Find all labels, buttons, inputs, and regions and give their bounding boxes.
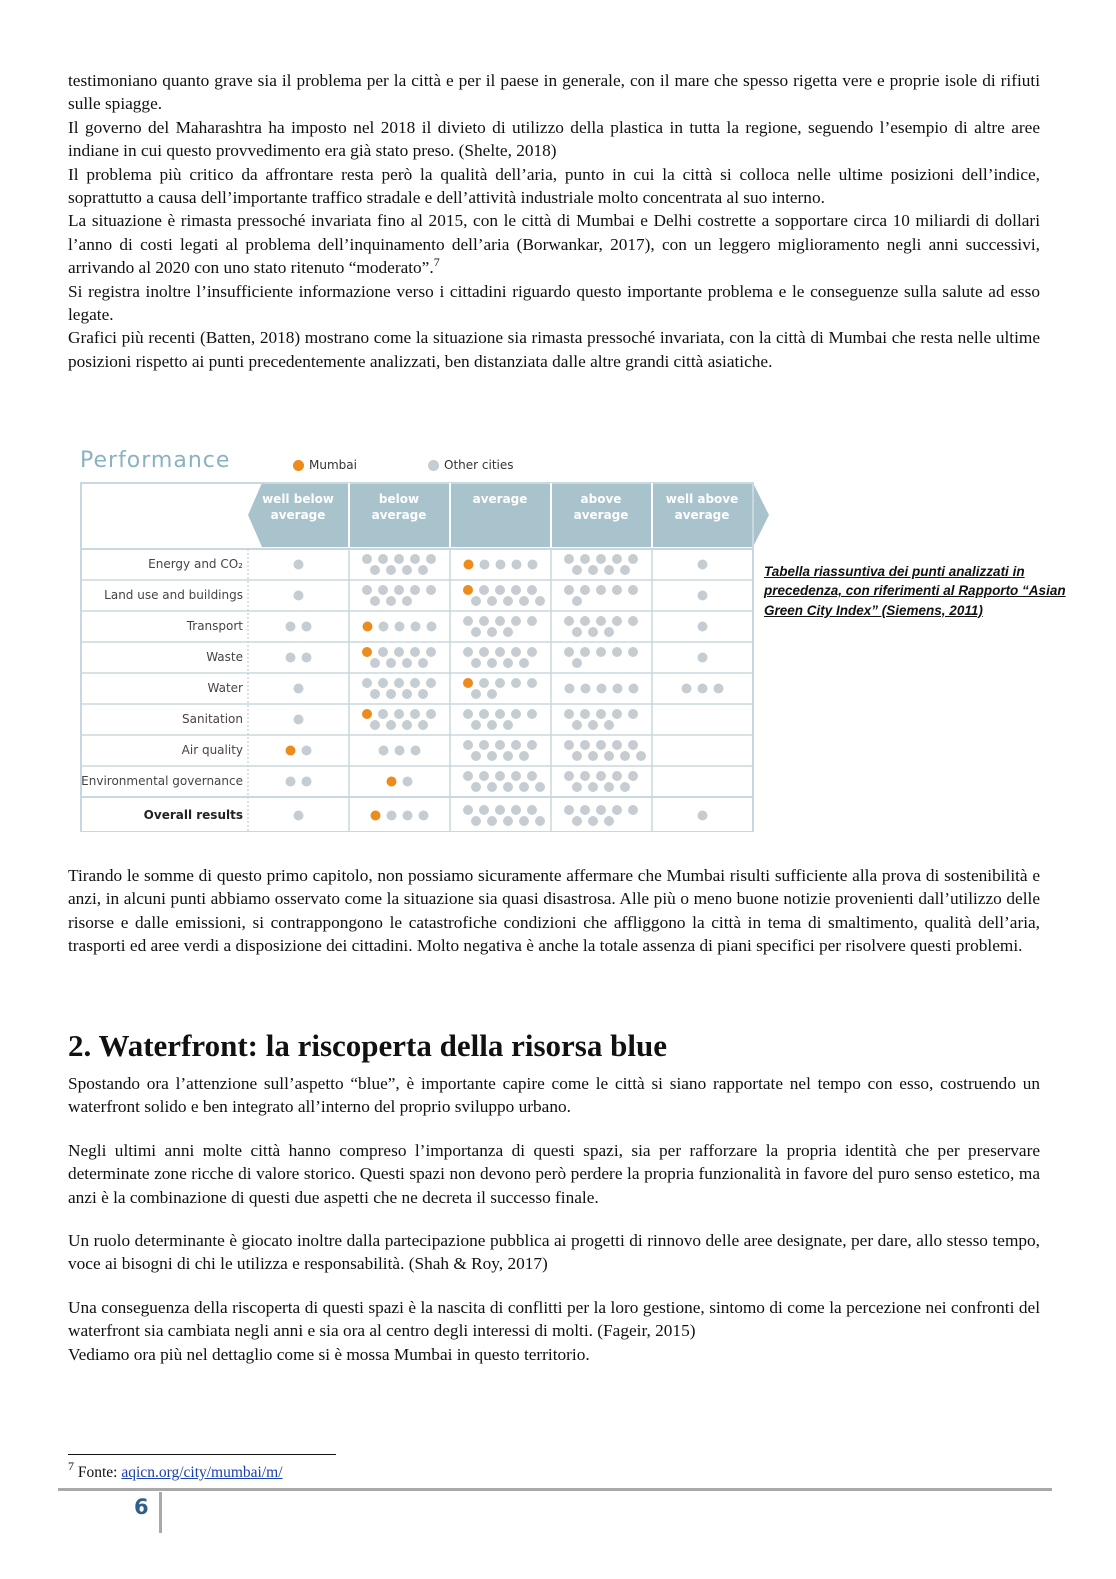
- city-dot: [604, 782, 614, 792]
- row-label: Energy and CO₂: [148, 557, 243, 571]
- city-dot: [402, 720, 412, 730]
- city-dot: [379, 746, 389, 756]
- mumbai-dot: [362, 709, 372, 719]
- city-dot: [580, 647, 590, 657]
- city-dot: [294, 560, 304, 570]
- column-header: below average: [371, 492, 427, 522]
- city-dot: [528, 560, 538, 570]
- city-dot: [564, 771, 574, 781]
- city-dot: [527, 709, 537, 719]
- footnote: [68, 1459, 283, 1482]
- city-dot: [565, 684, 575, 694]
- section-heading: 2. Waterfront: la riscoperta della risorsa blue: [68, 1028, 667, 1063]
- city-dot: [596, 740, 606, 750]
- column-header: average: [472, 492, 528, 506]
- city-dot: [403, 777, 413, 787]
- city-dot: [588, 816, 598, 826]
- city-dot: [463, 616, 473, 626]
- city-dot: [479, 771, 489, 781]
- city-dot: [612, 740, 622, 750]
- city-dot: [580, 740, 590, 750]
- city-dot: [519, 658, 529, 668]
- city-dot: [714, 684, 724, 694]
- city-dot: [596, 585, 606, 595]
- city-dot: [294, 811, 304, 821]
- city-dot: [402, 596, 412, 606]
- paragraph: Il governo del Maharashtra ha imposto nel 2018 il divieto di utilizzo della plastica in tutta la regione, seguendo l’esempio di altre aree indiane in cui questo provvedimento era già stato preso. (Shelte, 2018): [68, 117, 1040, 161]
- city-dot: [411, 746, 421, 756]
- paragraph: Una conseguenza della riscoperta di questi spazi è la nascita di conflitti per la loro gestione, sintomo di come la percezione nei confronti del waterfront sia cambiata negli anni e sia ora al centro degli interessi di molti. (Fageir, 2015): [68, 1297, 1040, 1341]
- city-dot: [527, 740, 537, 750]
- city-dot: [471, 689, 481, 699]
- city-dot: [628, 616, 638, 626]
- city-dot: [362, 678, 372, 688]
- city-dot: [628, 740, 638, 750]
- city-dot: [612, 709, 622, 719]
- paragraph: Si registra inoltre l’insufficiente informazione verso i cittadini riguardo questo importante problema e le conseguenze sulla salute ad esso legate.: [68, 281, 1040, 325]
- footnote-label: Fonte:: [77, 1464, 122, 1481]
- city-dot: [572, 627, 582, 637]
- mumbai-dot: [463, 678, 473, 688]
- mumbai-dot: [362, 647, 372, 657]
- city-dot: [588, 565, 598, 575]
- city-dot: [511, 616, 521, 626]
- legend-label: Other cities: [444, 458, 514, 472]
- city-dot: [463, 740, 473, 750]
- city-dot: [487, 689, 497, 699]
- city-dot: [386, 596, 396, 606]
- city-dot: [463, 709, 473, 719]
- city-dot: [378, 709, 388, 719]
- city-dot: [596, 554, 606, 564]
- city-dot: [426, 678, 436, 688]
- city-dot: [564, 616, 574, 626]
- city-dot: [386, 689, 396, 699]
- paragraph: testimoniano quanto grave sia il problema per la città e per il paese in generale, con il mare che spesso rigetta vere e proprie isole di rifiuti sulle spiagge.: [68, 71, 1040, 114]
- city-dot: [426, 585, 436, 595]
- city-dot: [487, 627, 497, 637]
- city-dot: [519, 751, 529, 761]
- city-dot: [588, 627, 598, 637]
- city-dot: [511, 740, 521, 750]
- city-dot: [402, 565, 412, 575]
- city-dot: [604, 751, 614, 761]
- city-dot: [572, 816, 582, 826]
- city-dot: [511, 678, 521, 688]
- city-dot: [527, 805, 537, 815]
- mumbai-dot: [286, 746, 296, 756]
- city-dot: [628, 805, 638, 815]
- mumbai-dot: [371, 811, 381, 821]
- city-dot: [698, 811, 708, 821]
- city-dot: [519, 782, 529, 792]
- legend-label: Mumbai: [309, 458, 357, 472]
- city-dot: [503, 720, 513, 730]
- city-dot: [628, 585, 638, 595]
- paragraph: Grafici più recenti (Batten, 2018) mostrano come la situazione sia rimasta pressoché invariata, con la città di Mumbai che resta nelle ultime posizioni rispetto ai punti precedentemente analizzati, ben distanziata dalle altre grandi città asiatiche.: [68, 328, 1040, 371]
- city-dot: [495, 740, 505, 750]
- city-dot: [580, 805, 590, 815]
- city-dot: [628, 647, 638, 657]
- city-dot: [386, 565, 396, 575]
- city-dot: [628, 554, 638, 564]
- city-dot: [370, 565, 380, 575]
- city-dot: [604, 816, 614, 826]
- city-dot: [480, 560, 490, 570]
- city-dot: [495, 647, 505, 657]
- city-dot: [362, 554, 372, 564]
- city-dot: [519, 596, 529, 606]
- city-dot: [479, 740, 489, 750]
- figure-caption: Tabella riassuntiva dei punti analizzati in precedenza, con riferimenti al Rapporto “Asian Green City Index” (Siemens, 2011): [764, 564, 1066, 618]
- city-dot: [612, 771, 622, 781]
- city-dot: [580, 585, 590, 595]
- city-dot: [370, 658, 380, 668]
- grey-dot-icon: [428, 460, 439, 471]
- city-dot: [471, 751, 481, 761]
- city-dot: [427, 622, 437, 632]
- city-dot: [463, 647, 473, 657]
- orange-dot-icon: [293, 460, 304, 471]
- city-dot: [564, 805, 574, 815]
- column-header: above average: [573, 492, 629, 522]
- city-dot: [511, 771, 521, 781]
- city-dot: [612, 616, 622, 626]
- city-dot: [620, 782, 630, 792]
- city-dot: [527, 678, 537, 688]
- city-dot: [620, 751, 630, 761]
- city-dot: [402, 658, 412, 668]
- city-dot: [511, 647, 521, 657]
- city-dot: [612, 554, 622, 564]
- city-dot: [302, 777, 312, 787]
- city-dot: [495, 585, 505, 595]
- city-dot: [580, 709, 590, 719]
- city-dot: [596, 709, 606, 719]
- city-dot: [580, 771, 590, 781]
- city-dot: [418, 689, 428, 699]
- city-dot: [479, 709, 489, 719]
- paragraph-text: La situazione è rimasta pressoché invariata fino al 2015, con le città di Mumbai e Delhi costrette a sopportare circa 10 miliardi di dollari l’anno di costi legati al problema dell’inquinamento dell’aria (Borwankar, 2017), con un leggero miglioramento negli anni successivi, arrivando al 2020 con uno stato ritenuto “moderato”.: [68, 211, 1040, 278]
- city-dot: [503, 751, 513, 761]
- city-dot: [535, 816, 545, 826]
- city-dot: [378, 554, 388, 564]
- row-label: Overall results: [143, 808, 243, 822]
- city-dot: [620, 565, 630, 575]
- city-dot: [511, 805, 521, 815]
- city-dot: [588, 751, 598, 761]
- column-header: well above average: [665, 492, 739, 522]
- city-dot: [503, 782, 513, 792]
- city-dot: [394, 585, 404, 595]
- city-dot: [519, 816, 529, 826]
- city-dot: [596, 647, 606, 657]
- row-label: Land use and buildings: [104, 588, 243, 602]
- city-dot: [479, 805, 489, 815]
- city-dot: [294, 715, 304, 725]
- city-dot: [487, 596, 497, 606]
- city-dot: [479, 678, 489, 688]
- city-dot: [302, 653, 312, 663]
- city-dot: [503, 816, 513, 826]
- city-dot: [403, 811, 413, 821]
- paragraph: Un ruolo determinante è giocato inoltre dalla partecipazione pubblica ai progetti di rinnovo delle aree designate, per dare, allo stesso tempo, voce ai bisogni di chi le utilizza e responsabilità. (Shah & Roy, 2017): [68, 1231, 1040, 1274]
- city-dot: [698, 591, 708, 601]
- section-text: [68, 1072, 1040, 1366]
- city-dot: [386, 658, 396, 668]
- city-dot: [419, 811, 429, 821]
- city-dot: [604, 565, 614, 575]
- city-dot: [387, 811, 397, 821]
- city-dot: [302, 622, 312, 632]
- city-dot: [487, 751, 497, 761]
- city-dot: [572, 658, 582, 668]
- city-dot: [410, 554, 420, 564]
- city-dot: [628, 709, 638, 719]
- row-label: Sanitation: [182, 712, 243, 726]
- city-dot: [581, 684, 591, 694]
- mumbai-dot: [387, 777, 397, 787]
- city-dot: [379, 622, 389, 632]
- city-dot: [487, 816, 497, 826]
- city-dot: [395, 746, 405, 756]
- city-dot: [418, 658, 428, 668]
- city-dot: [370, 596, 380, 606]
- city-dot: [564, 554, 574, 564]
- city-dot: [597, 684, 607, 694]
- row-label: Water: [207, 681, 243, 695]
- legend-mumbai: [293, 458, 357, 472]
- city-dot: [394, 647, 404, 657]
- city-dot: [286, 653, 296, 663]
- city-dot: [698, 560, 708, 570]
- city-dot: [512, 560, 522, 570]
- city-dot: [511, 709, 521, 719]
- city-dot: [698, 684, 708, 694]
- city-dot: [294, 684, 304, 694]
- row-label: Air quality: [181, 743, 243, 757]
- city-dot: [503, 627, 513, 637]
- city-dot: [564, 709, 574, 719]
- city-dot: [572, 751, 582, 761]
- city-dot: [596, 805, 606, 815]
- city-dot: [463, 805, 473, 815]
- city-dot: [471, 782, 481, 792]
- paragraph: Negli ultimi anni molte città hanno compreso l’importanza di questi spazi, sia per rafforzare la propria identità che per preservare determinate zone ricche di valore storico. Questi spazi non devono però perdere la propria funzionalità in favore del puro senso estetico, ma anzi è la combinazione di questi due aspetti che ne decreta il successo finale.: [68, 1140, 1040, 1207]
- city-dot: [418, 720, 428, 730]
- paragraph: Il problema più critico da affrontare resta però la qualità dell’aria, punto in cui la città si colloca nelle ultime posizioni dell’indice, soprattutto a causa dell’importante traffico stradale e dell’attività industriale molto concentrata al suo interno.: [68, 164, 1040, 208]
- legend-other-cities: [428, 458, 514, 472]
- mumbai-dot: [464, 560, 474, 570]
- city-dot: [426, 647, 436, 657]
- city-dot: [527, 771, 537, 781]
- city-dot: [604, 627, 614, 637]
- city-dot: [402, 689, 412, 699]
- city-dot: [527, 585, 537, 595]
- city-dot: [503, 658, 513, 668]
- city-dot: [471, 627, 481, 637]
- city-dot: [410, 709, 420, 719]
- figure-title: Performance: [80, 448, 231, 473]
- paragraph: Vediamo ora più nel dettaglio come si è mossa Mumbai in questo territorio.: [68, 1344, 590, 1364]
- column-header: well below average: [262, 492, 334, 522]
- city-dot: [479, 647, 489, 657]
- city-dot: [613, 684, 623, 694]
- city-dot: [535, 596, 545, 606]
- city-dot: [378, 585, 388, 595]
- paragraph: [68, 209, 1040, 279]
- city-dot: [426, 554, 436, 564]
- row-label: Transport: [186, 619, 243, 633]
- city-dot: [426, 709, 436, 719]
- city-dot: [378, 678, 388, 688]
- row-label: Environmental governance: [81, 774, 243, 788]
- city-dot: [286, 622, 296, 632]
- city-dot: [495, 709, 505, 719]
- city-dot: [410, 647, 420, 657]
- city-dot: [362, 585, 372, 595]
- city-dot: [612, 647, 622, 657]
- city-dot: [463, 771, 473, 781]
- city-dot: [572, 596, 582, 606]
- city-dot: [471, 658, 481, 668]
- city-dot: [572, 720, 582, 730]
- city-dot: [612, 585, 622, 595]
- city-dot: [496, 560, 506, 570]
- city-dot: [580, 616, 590, 626]
- city-dot: [503, 596, 513, 606]
- performance-figure: [80, 447, 770, 832]
- city-dot: [511, 585, 521, 595]
- city-dot: [395, 622, 405, 632]
- city-dot: [629, 684, 639, 694]
- city-dot: [394, 554, 404, 564]
- city-dot: [487, 782, 497, 792]
- city-dot: [535, 782, 545, 792]
- page-number-divider: [159, 1492, 162, 1533]
- city-dot: [471, 596, 481, 606]
- city-dot: [596, 771, 606, 781]
- city-dot: [636, 751, 646, 761]
- city-dot: [564, 585, 574, 595]
- city-dot: [527, 616, 537, 626]
- city-dot: [386, 720, 396, 730]
- city-dot: [495, 678, 505, 688]
- city-dot: [410, 585, 420, 595]
- city-dot: [572, 782, 582, 792]
- city-dot: [471, 720, 481, 730]
- city-dot: [410, 678, 420, 688]
- paragraph: Spostando ora l’attenzione sull’aspetto “blue”, è importante capire come le città si siano rapportate nel tempo con esso, costruendo un waterfront solido e ben integrato all’interno del proprio sviluppo urbano.: [68, 1074, 1040, 1117]
- city-dot: [418, 565, 428, 575]
- city-dot: [487, 720, 497, 730]
- footnote-divider: [68, 1454, 336, 1455]
- city-dot: [495, 771, 505, 781]
- city-dot: [370, 689, 380, 699]
- city-dot: [628, 771, 638, 781]
- summary-text: [68, 864, 1040, 958]
- city-dot: [698, 622, 708, 632]
- city-dot: [612, 805, 622, 815]
- city-dot: [604, 720, 614, 730]
- city-dot: [487, 658, 497, 668]
- city-dot: [564, 647, 574, 657]
- city-dot: [495, 805, 505, 815]
- city-dot: [564, 740, 574, 750]
- footnote-link[interactable]: aqicn.org/city/mumbai/m/: [121, 1464, 283, 1481]
- city-dot: [572, 565, 582, 575]
- intro-text: [68, 69, 1040, 373]
- paragraph: Tirando le somme di questo primo capitolo, non possiamo sicuramente affermare che Mumbai risulti sufficiente alla prova di sostenibilità e anzi, in alcuni punti abbiamo osservato come la situazione sia quasi disastrosa. Alle più o meno buone notizie provenienti dall’utilizzo delle risorse e dalle emissioni, si contrappongono le catastrofiche condizioni che affliggono la città in tema di smaltimento, qualità dell’aria, trasporti ed aree verdi a disposizione dei cittadini. Molto negativa è anche la totale assenza di piani specifici per risolvere questi problemi.: [68, 866, 1040, 956]
- city-dot: [479, 616, 489, 626]
- city-dot: [394, 709, 404, 719]
- city-dot: [479, 585, 489, 595]
- city-dot: [378, 647, 388, 657]
- footer-divider: [58, 1488, 1052, 1491]
- city-dot: [370, 720, 380, 730]
- row-label: Waste: [206, 650, 243, 664]
- city-dot: [302, 746, 312, 756]
- city-dot: [294, 591, 304, 601]
- city-dot: [596, 616, 606, 626]
- footnote-reference[interactable]: 7: [433, 255, 440, 270]
- city-dot: [394, 678, 404, 688]
- city-dot: [495, 616, 505, 626]
- city-dot: [471, 816, 481, 826]
- mumbai-dot: [463, 585, 473, 595]
- footnote-marker: 7: [68, 1459, 74, 1473]
- city-dot: [588, 720, 598, 730]
- page-number: 6: [134, 1495, 149, 1519]
- city-dot: [527, 647, 537, 657]
- city-dot: [580, 554, 590, 564]
- city-dot: [411, 622, 421, 632]
- city-dot: [588, 782, 598, 792]
- city-dot: [682, 684, 692, 694]
- city-dot: [286, 777, 296, 787]
- city-dot: [698, 653, 708, 663]
- mumbai-dot: [363, 622, 373, 632]
